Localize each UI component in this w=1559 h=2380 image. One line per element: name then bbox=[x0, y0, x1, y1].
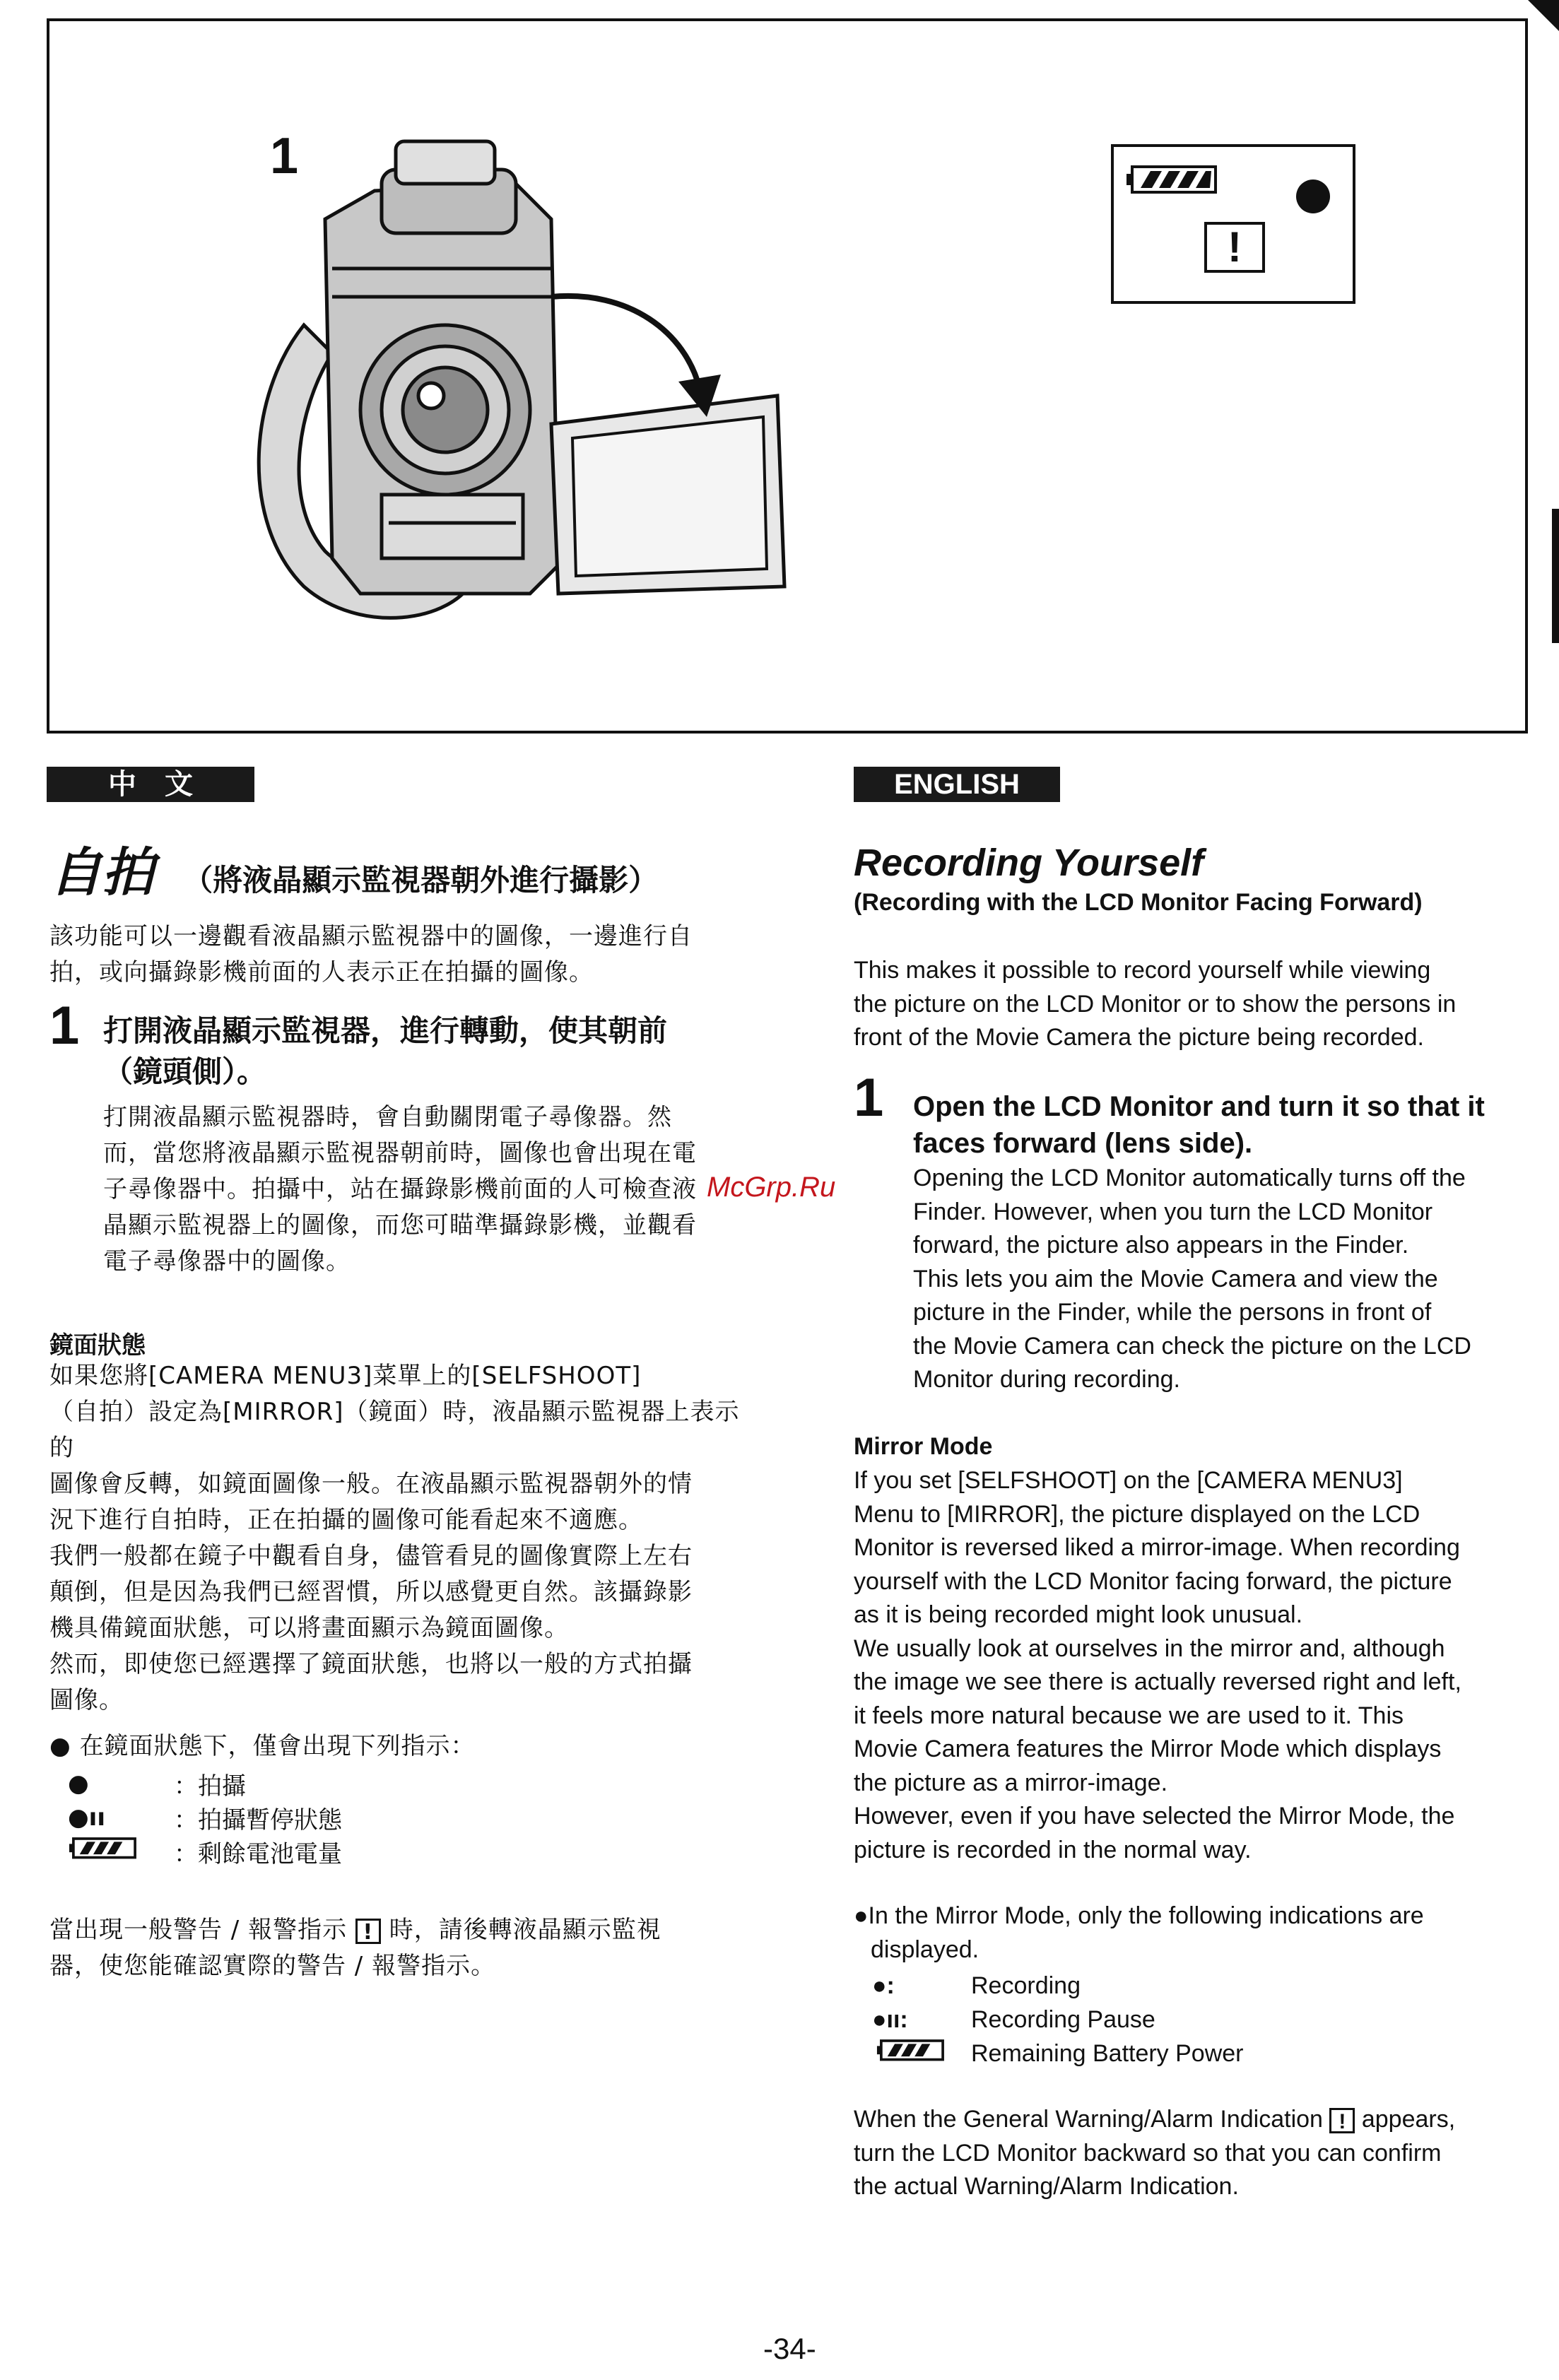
chinese-title bbox=[49, 831, 658, 906]
indication-label: ：拍攝暫停狀態 bbox=[174, 1805, 342, 1834]
page-edge-mark bbox=[1552, 509, 1559, 643]
text-segment: 時，請後轉液晶顯示監視 bbox=[380, 1916, 661, 1944]
english-step-heading bbox=[913, 1088, 1535, 1162]
chinese-step-heading bbox=[103, 1011, 753, 1092]
text-line: the image we see there is actually reversed right and left, bbox=[854, 1668, 1461, 1695]
text-line: picture is recorded in the normal way. bbox=[854, 1836, 1252, 1863]
text-line: （自拍）設定為[MIRROR]（鏡面）時，液晶顯示監視器上表示的 bbox=[49, 1398, 740, 1462]
warning-icon: ! bbox=[1329, 2108, 1355, 2133]
text-line: the actual Warning/Alarm Indication. bbox=[854, 2173, 1239, 2200]
text-line: Monitor is reversed liked a mirror-image. When recording bbox=[854, 1534, 1460, 1561]
chinese-mirror-heading: 鏡面狀態 bbox=[49, 1331, 146, 1360]
text-line: Open the LCD Monitor and turn it so that it bbox=[913, 1091, 1485, 1122]
text-line: forward, the picture also appears in the Finder. bbox=[913, 1232, 1409, 1259]
page-number: -34- bbox=[763, 2332, 816, 2365]
text-line bbox=[49, 1912, 749, 1948]
english-mirror-body bbox=[854, 1464, 1532, 1867]
indication-row bbox=[68, 1801, 342, 1834]
text-line: 子尋像器中。拍攝中，站在攝錄影機前面的人可檢查液 bbox=[103, 1175, 697, 1203]
text-line: Opening the LCD Monitor automatically turns off the bbox=[913, 1165, 1466, 1191]
text-line: 如果您將[CAMERA MENU3]菜單上的[SELFSHOOT] bbox=[49, 1362, 642, 1390]
recording-pause-icon: ●ıı: bbox=[872, 2005, 908, 2033]
text-line: This lets you aim the Movie Camera and view the bbox=[913, 1265, 1438, 1292]
text-line: 拍，或向攝錄影機前面的人表示正在拍攝的圖像。 bbox=[49, 958, 594, 986]
text-line: Monitor during recording. bbox=[913, 1366, 1180, 1393]
text-line: 機具備鏡面狀態，可以將畫面顯示為鏡面圖像。 bbox=[49, 1614, 569, 1642]
english-subtitle: (Recording with the LCD Monitor Facing Forward) bbox=[854, 889, 1423, 916]
text-line: 晶顯示監視器上的圖像，而您可瞄準攝錄影機，並觀看 bbox=[103, 1211, 697, 1239]
corner-mark bbox=[1528, 0, 1559, 31]
chinese-indications-list bbox=[68, 1767, 342, 1868]
english-intro bbox=[854, 954, 1532, 1055]
text-line: Menu to [MIRROR], the picture displayed on the LCD bbox=[854, 1500, 1420, 1528]
text-line: 打開液晶顯示監視器時，會自動關閉電子尋像器。然 bbox=[103, 1103, 672, 1131]
text-line: picture in the Finder, while the persons in front of bbox=[913, 1299, 1432, 1326]
text-line: turn the LCD Monitor backward so that you can confirm bbox=[854, 2139, 1442, 2167]
recording-pause-icon: ●ıı bbox=[68, 1803, 105, 1832]
english-bullet bbox=[854, 1899, 1532, 1967]
recording-dot-icon: ●: bbox=[872, 1972, 895, 1999]
english-title: Recording Yourself bbox=[854, 842, 1204, 884]
text-segment: 當出現一般警告 / 報警指示 bbox=[49, 1916, 355, 1944]
text-line: We usually look at ourselves in the mirror and, although bbox=[854, 1634, 1445, 1662]
text-line: faces forward (lens side). bbox=[913, 1128, 1253, 1159]
indication-label: Remaining Battery Power bbox=[971, 2039, 1244, 2067]
text-line: This makes it possible to record yourself while viewing bbox=[854, 957, 1431, 984]
text-line: as it is being recorded might look unusual. bbox=[854, 1601, 1303, 1628]
text-line bbox=[854, 2103, 1546, 2137]
indication-row bbox=[872, 1969, 1244, 2003]
text-line: 顛倒，但是因為我們已經習慣，所以感覺更自然。該攝錄影 bbox=[49, 1578, 693, 1606]
indication-label: Recording bbox=[971, 1972, 1081, 1999]
text-line: （鏡頭側）。 bbox=[103, 1054, 267, 1089]
figure-step-label: 1 bbox=[270, 128, 299, 184]
text-line: However, even if you have selected the Mirror Mode, the bbox=[854, 1803, 1455, 1830]
warning-icon: ! bbox=[355, 1919, 381, 1944]
camcorder-illustration bbox=[219, 127, 855, 636]
text-line: the picture on the LCD Monitor or to show the persons in bbox=[854, 990, 1457, 1018]
text-line: it feels more natural because we are used to it. This bbox=[854, 1702, 1404, 1729]
chinese-step-number: 1 bbox=[49, 996, 80, 1056]
text-line: 圖像。 bbox=[49, 1686, 124, 1714]
recording-dot-icon bbox=[1296, 179, 1330, 213]
indication-row bbox=[872, 2003, 1244, 2037]
text-line: the Movie Camera can check the picture on the LCD bbox=[913, 1332, 1471, 1360]
english-step-number: 1 bbox=[854, 1068, 884, 1128]
text-line: yourself with the LCD Monitor facing forward, the picture bbox=[854, 1567, 1452, 1595]
text-line: If you set [SELFSHOOT] on the [CAMERA MENU3] bbox=[854, 1467, 1403, 1494]
text-line: displayed. bbox=[871, 1936, 979, 1963]
english-warning-note bbox=[854, 2103, 1546, 2204]
watermark: McGrp.Ru bbox=[707, 1172, 836, 1203]
text-line: ●In the Mirror Mode, only the following indications are bbox=[854, 1902, 1424, 1929]
recording-dot-icon: ● bbox=[68, 1769, 89, 1798]
english-section-tag: ENGLISH bbox=[854, 767, 1060, 802]
text-segment: appears, bbox=[1355, 2106, 1456, 2133]
chinese-title-main: 自拍 bbox=[49, 842, 154, 903]
english-mirror-heading: Mirror Mode bbox=[854, 1433, 993, 1460]
chinese-mirror-body bbox=[49, 1358, 749, 1719]
chinese-step-body bbox=[103, 1100, 753, 1280]
indication-label: ：拍攝 bbox=[174, 1772, 246, 1801]
illustration-frame bbox=[47, 18, 1528, 734]
indication-row bbox=[68, 1767, 342, 1801]
english-indications-list bbox=[872, 1969, 1244, 2070]
text-line: front of the Movie Camera the picture being recorded. bbox=[854, 1024, 1424, 1051]
battery-icon bbox=[68, 1837, 146, 1867]
battery-icon bbox=[872, 2039, 971, 2069]
text-line: 器，使您能確認實際的警告 / 報警指示。 bbox=[49, 1952, 496, 1980]
lcd-indicator-box bbox=[1111, 144, 1355, 304]
indication-label: ：剩餘電池電量 bbox=[174, 1839, 342, 1868]
chinese-bullet: ● 在鏡面狀態下，僅會出現下列指示： bbox=[49, 1732, 476, 1760]
text-line: 而，當您將液晶顯示監視器朝前時，圖像也會出現在電 bbox=[103, 1139, 697, 1167]
text-line: 打開液晶顯示監視器，進行轉動，使其朝前 bbox=[103, 1013, 668, 1048]
text-line: 電子尋像器中的圖像。 bbox=[103, 1247, 351, 1276]
text-line: Movie Camera features the Mirror Mode which displays bbox=[854, 1736, 1442, 1762]
text-line: 然而，即使您已經選擇了鏡面狀態，也將以一般的方式拍攝 bbox=[49, 1650, 693, 1678]
text-line: 圖像會反轉，如鏡面圖像一般。在液晶顯示監視器朝外的情 bbox=[49, 1470, 693, 1498]
chinese-intro bbox=[49, 919, 742, 991]
warning-icon: ! bbox=[1204, 222, 1265, 273]
chinese-warning-note bbox=[49, 1912, 749, 1984]
text-line: 我們一般都在鏡子中觀看自身，儘管看見的圖像實際上左右 bbox=[49, 1542, 693, 1570]
text-segment: When the General Warning/Alarm Indication bbox=[854, 2106, 1330, 2133]
text-line: the picture as a mirror-image. bbox=[854, 1769, 1168, 1796]
indication-row bbox=[68, 1834, 342, 1868]
battery-icon bbox=[1126, 164, 1218, 196]
english-step-body bbox=[913, 1162, 1535, 1397]
chinese-section-tag: 中 文 bbox=[47, 767, 254, 802]
indication-label: Recording Pause bbox=[971, 2005, 1155, 2033]
indication-row bbox=[872, 2037, 1244, 2070]
text-line: Finder. However, when you turn the LCD Monitor bbox=[913, 1198, 1433, 1225]
text-line: 該功能可以一邊觀看液晶顯示監視器中的圖像，一邊進行自 bbox=[49, 922, 693, 950]
text-line: 況下進行自拍時，正在拍攝的圖像可能看起來不適應。 bbox=[49, 1506, 643, 1534]
chinese-title-sub: （將液晶顯示監視器朝外進行攝影） bbox=[183, 863, 659, 897]
